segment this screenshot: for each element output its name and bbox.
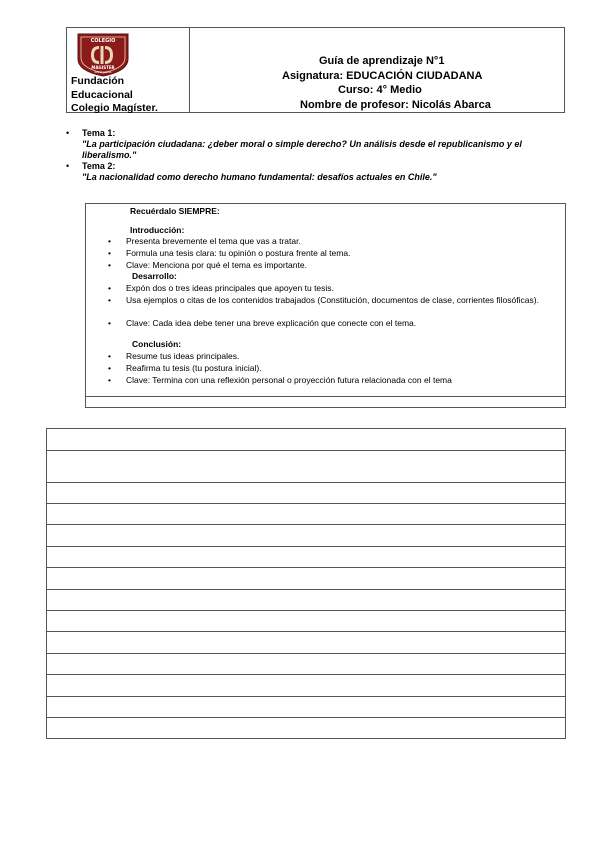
header-left-cell — [67, 28, 190, 112]
writing-area[interactable] — [46, 428, 566, 739]
box-divider — [86, 396, 565, 397]
subject-line: Asignatura: EDUCACIÓN CIUDADANA — [282, 70, 483, 82]
writing-line — [47, 503, 565, 504]
bullet-icon: • — [108, 248, 111, 258]
concl-item — [108, 375, 546, 386]
topic-label: Tema 1: — [82, 128, 116, 138]
concl-item-text: Reafirma tu tesis (tu postura inicial). — [126, 363, 262, 373]
dev-item — [108, 283, 546, 294]
reminder-title: Recuérdalo SIEMPRE: — [130, 206, 220, 216]
writing-line — [47, 482, 565, 483]
teacher-line: Nombre de profesor: Nicolás Abarca — [300, 99, 491, 111]
institution-name — [71, 75, 158, 116]
bullet-icon: • — [108, 363, 111, 373]
intro-item — [108, 248, 546, 259]
topics-list — [66, 128, 536, 183]
intro-item-text: Formula una tesis clara: tu opinión o postura frente al tema. — [126, 248, 351, 258]
institution-line: Fundación — [71, 75, 125, 87]
dev-item-text: Clave: Cada idea debe tener una breve explicación que conecte con el tema. — [126, 318, 417, 328]
course-line: Curso: 4° Medio — [338, 84, 422, 96]
bullet-icon: • — [66, 161, 70, 171]
topic-text: "La nacionalidad como derecho humano fundamental: desafíos actuales en Chile." — [82, 172, 437, 182]
bullet-icon: • — [108, 283, 111, 293]
writing-line — [47, 674, 565, 675]
concl-item-text: Clave: Termina con una reflexión personal o proyección futura relacionada con el tema — [126, 375, 452, 385]
bullet-icon: • — [108, 295, 111, 305]
bullet-icon: • — [108, 236, 111, 246]
writing-line — [47, 567, 565, 568]
header-table — [66, 27, 565, 113]
bullet-icon: • — [108, 375, 111, 385]
writing-line — [47, 450, 565, 451]
topic-item — [66, 128, 536, 161]
logo-bottom-text: MAGISTER — [91, 65, 115, 70]
dev-item — [108, 318, 546, 329]
logo-city-text: RANCAGUA — [94, 70, 112, 74]
header-right-cell — [189, 28, 564, 112]
writing-line — [47, 696, 565, 697]
concl-heading: Conclusión: — [132, 339, 182, 349]
bullet-icon: • — [66, 128, 70, 138]
writing-line — [47, 610, 565, 611]
bullet-icon: • — [108, 260, 111, 270]
intro-item — [108, 236, 546, 247]
bullet-icon: • — [108, 351, 111, 361]
topic-text: "La participación ciudadana: ¿deber moral o simple derecho? Un análisis desde el republicanismo y el liberalismo." — [82, 139, 522, 160]
dev-item-text: Usa ejemplos o citas de los contenidos trabajados (Constitución, documentos de clase, corrientes filosóficas). — [126, 295, 539, 305]
intro-item — [108, 260, 546, 271]
intro-heading: Introducción: — [130, 225, 185, 235]
institution-line: Colegio Magíster. — [71, 102, 158, 114]
writing-line — [47, 546, 565, 547]
concl-item — [108, 351, 546, 362]
guide-title: Guía de aprendizaje N°1 — [319, 55, 445, 67]
institution-line: Educacional — [71, 88, 133, 101]
dev-heading: Desarrollo: — [132, 271, 177, 281]
writing-line — [47, 653, 565, 654]
writing-line — [47, 631, 565, 632]
logo-top-text: COLEGIO — [90, 38, 116, 44]
dev-item — [108, 295, 546, 306]
bullet-icon: • — [108, 318, 111, 328]
intro-item-text: Clave: Menciona por qué el tema es importante. — [126, 260, 307, 270]
writing-line — [47, 717, 565, 718]
school-logo — [75, 31, 131, 77]
writing-line — [47, 589, 565, 590]
dev-item-text: Expón dos o tres ideas principales que apoyen tu tesis. — [126, 283, 334, 293]
concl-item — [108, 363, 546, 374]
concl-item-text: Resume tus ideas principales. — [126, 351, 240, 361]
writing-line — [47, 524, 565, 525]
reminder-box — [85, 203, 566, 408]
intro-item-text: Presenta brevemente el tema que vas a tratar. — [126, 236, 301, 246]
topic-label: Tema 2: — [82, 161, 116, 171]
topic-item — [66, 161, 536, 183]
